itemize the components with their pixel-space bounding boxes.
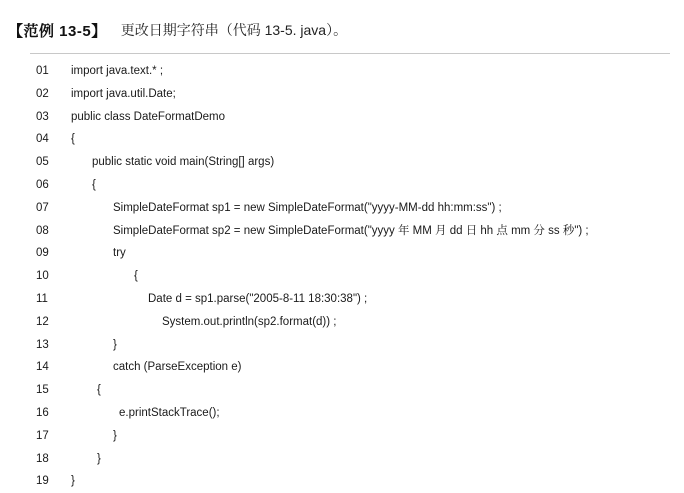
line-code: { bbox=[134, 270, 138, 283]
line-number: 08 bbox=[36, 224, 49, 237]
line-code: } bbox=[97, 452, 101, 465]
line-code: { bbox=[97, 384, 101, 397]
line-number: 03 bbox=[36, 110, 49, 123]
line-code: e.printStackTrace(); bbox=[119, 406, 220, 419]
example-header bbox=[8, 19, 347, 41]
code-line bbox=[0, 220, 684, 243]
code-line bbox=[0, 242, 684, 265]
code-line bbox=[0, 128, 684, 151]
code-line bbox=[0, 402, 684, 425]
code-line bbox=[0, 60, 684, 83]
line-number: 15 bbox=[36, 384, 49, 397]
code-listing bbox=[0, 60, 684, 493]
code-line bbox=[0, 288, 684, 311]
code-line bbox=[0, 106, 684, 129]
example-title: 更改日期字符串（代码 13-5. java）。 bbox=[120, 22, 348, 38]
line-number: 12 bbox=[36, 315, 49, 328]
line-code: public class DateFormatDemo bbox=[71, 110, 226, 123]
line-number: 01 bbox=[36, 65, 49, 77]
line-code: SimpleDateFormat sp1 = new SimpleDateFormat("yyyy-MM-dd hh:mm:ss") ; bbox=[113, 201, 502, 214]
line-code: catch (ParseException e) bbox=[113, 361, 242, 374]
line-number: 09 bbox=[36, 247, 49, 260]
line-number: 06 bbox=[36, 178, 49, 191]
code-line bbox=[0, 425, 684, 448]
line-code: try bbox=[113, 247, 126, 260]
line-number: 17 bbox=[36, 429, 49, 442]
line-number: 18 bbox=[36, 452, 49, 465]
line-number: 07 bbox=[36, 201, 49, 214]
line-code: Date d = sp1.parse("2005-8-11 18:30:38") ; bbox=[148, 292, 368, 305]
line-code: { bbox=[92, 178, 96, 191]
line-number: 02 bbox=[36, 87, 49, 100]
code-line bbox=[0, 174, 684, 197]
line-code: import java.util.Date; bbox=[71, 87, 176, 100]
header-divider bbox=[30, 53, 670, 54]
code-line bbox=[0, 356, 684, 379]
line-number: 13 bbox=[36, 338, 49, 351]
code-line bbox=[0, 311, 684, 334]
line-code: } bbox=[113, 429, 117, 442]
line-number: 16 bbox=[36, 406, 49, 419]
code-line bbox=[0, 197, 684, 220]
line-number: 05 bbox=[36, 156, 49, 169]
line-number: 04 bbox=[36, 133, 49, 146]
code-line bbox=[0, 83, 684, 106]
line-number: 11 bbox=[36, 292, 48, 305]
code-line bbox=[0, 379, 684, 402]
line-code: } bbox=[71, 475, 75, 488]
line-code: public static void main(String[] args) bbox=[92, 156, 275, 169]
line-number: 10 bbox=[36, 270, 49, 283]
example-tag: 【范例 13-5】 bbox=[8, 22, 107, 40]
code-line bbox=[0, 470, 684, 493]
line-code: } bbox=[113, 338, 117, 351]
line-code: System.out.println(sp2.format(d)) ; bbox=[162, 315, 337, 328]
line-code: import java.text.* ; bbox=[71, 65, 164, 77]
code-line bbox=[0, 334, 684, 357]
code-line bbox=[0, 265, 684, 288]
line-number: 19 bbox=[36, 475, 49, 488]
line-code: { bbox=[71, 133, 75, 146]
line-code: SimpleDateFormat sp2 = new SimpleDateFormat("yyyy 年 MM 月 dd 日 hh 点 mm 分 ss 秒") ; bbox=[113, 224, 589, 237]
line-number: 14 bbox=[36, 361, 49, 374]
code-line bbox=[0, 151, 684, 174]
code-line bbox=[0, 448, 684, 471]
